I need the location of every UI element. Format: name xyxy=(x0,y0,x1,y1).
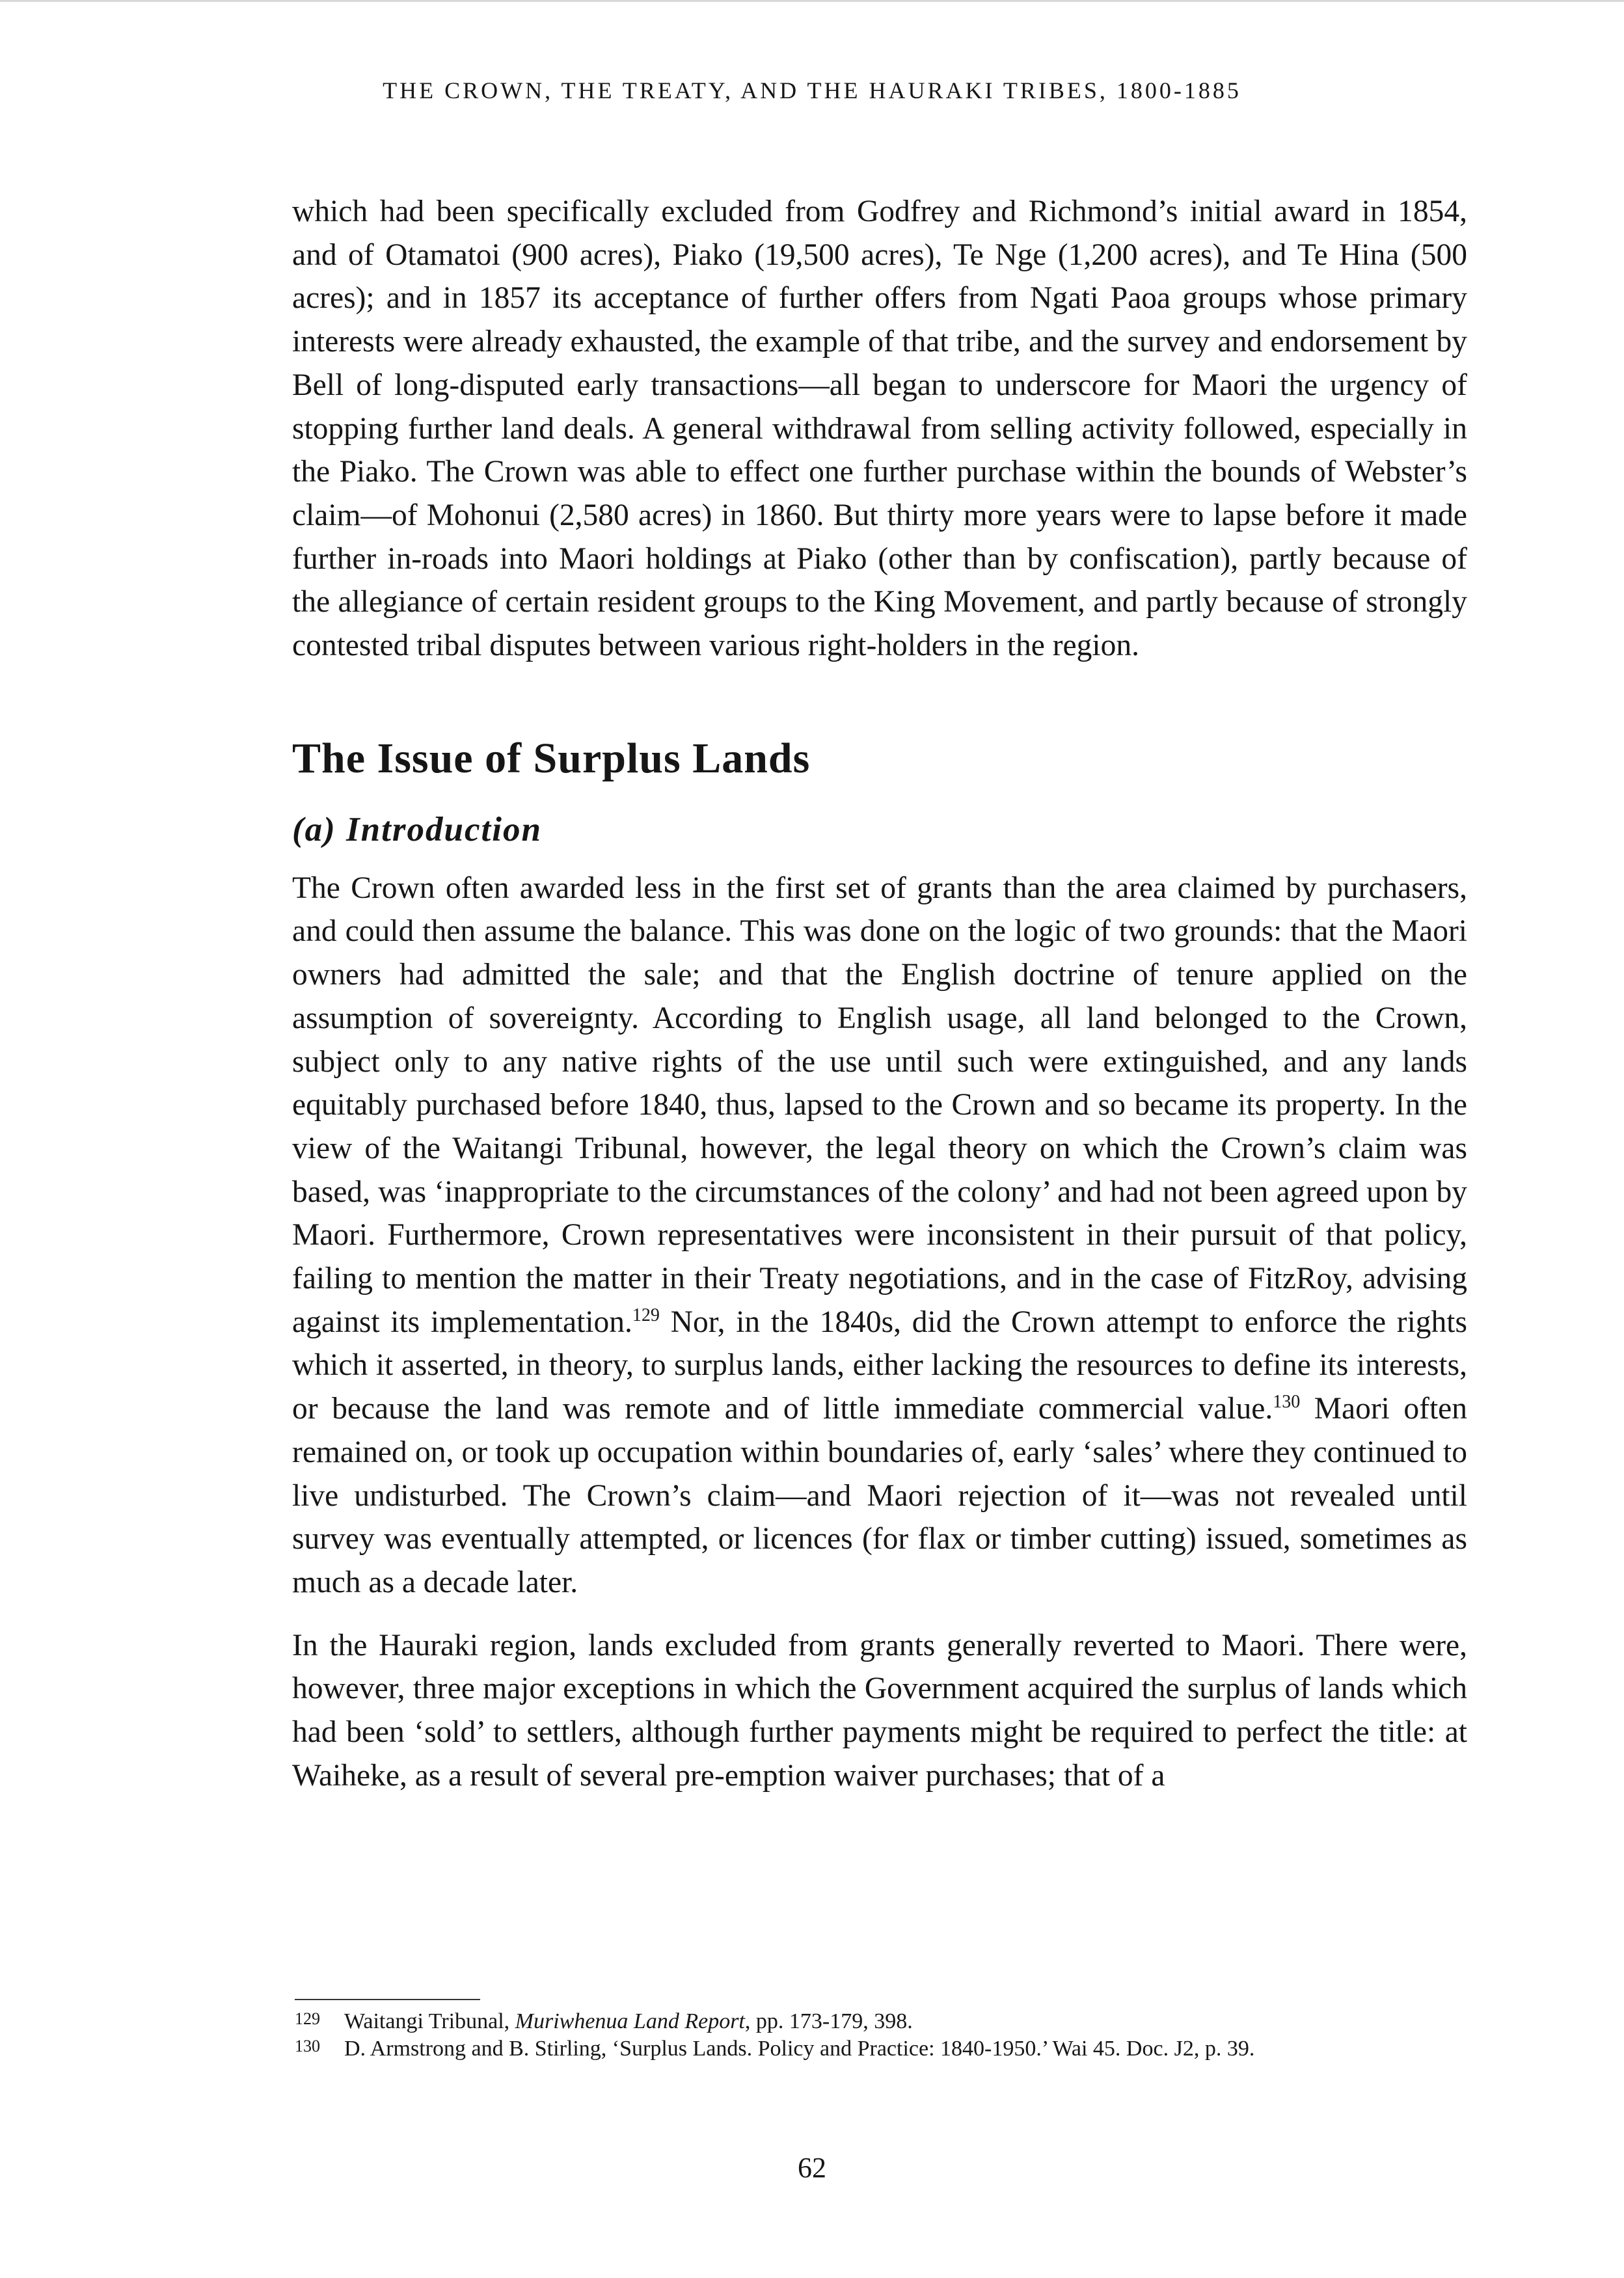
paragraph-2 xyxy=(292,867,1467,1605)
footnote-number: 130 xyxy=(295,2037,320,2055)
footnote-title: Muriwhenua Land Report xyxy=(515,2009,745,2033)
paragraph-3: In the Hauraki region, lands excluded from grants generally reverted to Maori. There were, however, three major exceptions in which the Government acquired the surplus of lands which had been ‘sold’ to settlers, although further payments might be required to perfect the title: at Waiheke, as a result of several pre-emption waiver purchases; that of a xyxy=(292,1628,1467,1793)
footnote-author: Waitangi Tribunal, xyxy=(344,2009,515,2033)
section-heading: The Issue of Surplus Lands xyxy=(292,734,811,782)
footnote-ref-129[interactable]: 129 xyxy=(632,1305,660,1325)
footnote-130 xyxy=(295,2035,1479,2063)
running-header: THE CROWN, THE TREATY, AND THE HAURAKI TRIBES, 1800-1885 xyxy=(383,77,1241,103)
paragraph-2-part-2: Nor, in the 1840s, did the Crown attempt to enforce the rights which it asserted, in theory, to surplus lands, either lacking the resources to define its interests, or because the land was remote and of little immediate commercial value. xyxy=(292,1305,1467,1426)
footnote-pages: , pp. 173-179, 398. xyxy=(744,2009,913,2033)
footnote-text xyxy=(344,2008,913,2035)
page-number: 62 xyxy=(798,2152,826,2184)
top-edge-rule xyxy=(0,0,1624,2)
footnote-divider xyxy=(295,1999,480,2000)
paragraph-2-part-1: The Crown often awarded less in the first set of grants than the area claimed by purchasers, and could then assume the balance. This was done on the logic of two grounds: that the Maori owners had admitted the sale; and that the English doctrine of tenure applied on the assumption of sovereignty. According to English usage, all land belonged to the Crown, subject only to any native rights of the use until such were extinguished, and any lands equitably purchased before 1840, thus, lapsed to the Crown and so became its property. In the view of the Waitangi Tribunal, however, the legal theory on which the Crown’s claim was based, was ‘inappropriate to the circumstances of the colony’ and had not been agreed upon by Maori. Furthermore, Crown representatives were inconsistent in their pursuit of that policy, failing to mention the matter in their Treaty negotiations, and in the case of FitzRoy, advising against its implementation. xyxy=(292,871,1467,1339)
footnote-129 xyxy=(295,2008,1479,2035)
footnote-text: D. Armstrong and B. Stirling, ‘Surplus Lands. Policy and Practice: 1840-1950.’ Wai 45. Doc. J2, p. 39. xyxy=(344,2037,1255,2061)
main-text xyxy=(292,190,1467,1798)
paragraph-2-part-3: Maori often remained on, or took up occupation within boundaries of, early ‘sales’ where they continued to live undisturbed. The Crown’s claim—and Maori rejection of it—was not revealed until survey was eventually attempted, or licences (for flax or timber cutting) issued, sometimes as much as a decade later. xyxy=(292,1392,1467,1599)
paragraph-1: which had been specifically excluded from Godfrey and Richmond’s initial award in 1854, and of Otamatoi (900 acres), Piako (19,500 acres), Te Nge (1,200 acres), and Te Hina (500 acres); and in 1857 its acceptance of further offers from Ngati Paoa groups whose primary interests were already exhausted, the example of that tribe, and the survey and endorsement by Bell of long-disputed early transactions—all began to underscore for Maori the urgency of stopping further land deals. A general withdrawal from selling activity followed, especially in the Piako. The Crown was able to effect one further purchase within the bounds of Webster’s claim—of Mohonui (2,580 acres) in 1860. But thirty more years were to lapse before it made further in-roads into Maori holdings at Piako (other than by confiscation), partly because of the allegiance of certain resident groups to the King Movement, and partly because of strongly contested tribal disputes between various right-holders in the region. xyxy=(292,195,1467,663)
footnotes xyxy=(295,2008,1479,2063)
subsection-heading: (a) Introduction xyxy=(292,810,542,848)
footnote-ref-130[interactable]: 130 xyxy=(1273,1392,1301,1413)
footnote-number: 129 xyxy=(295,2009,320,2028)
